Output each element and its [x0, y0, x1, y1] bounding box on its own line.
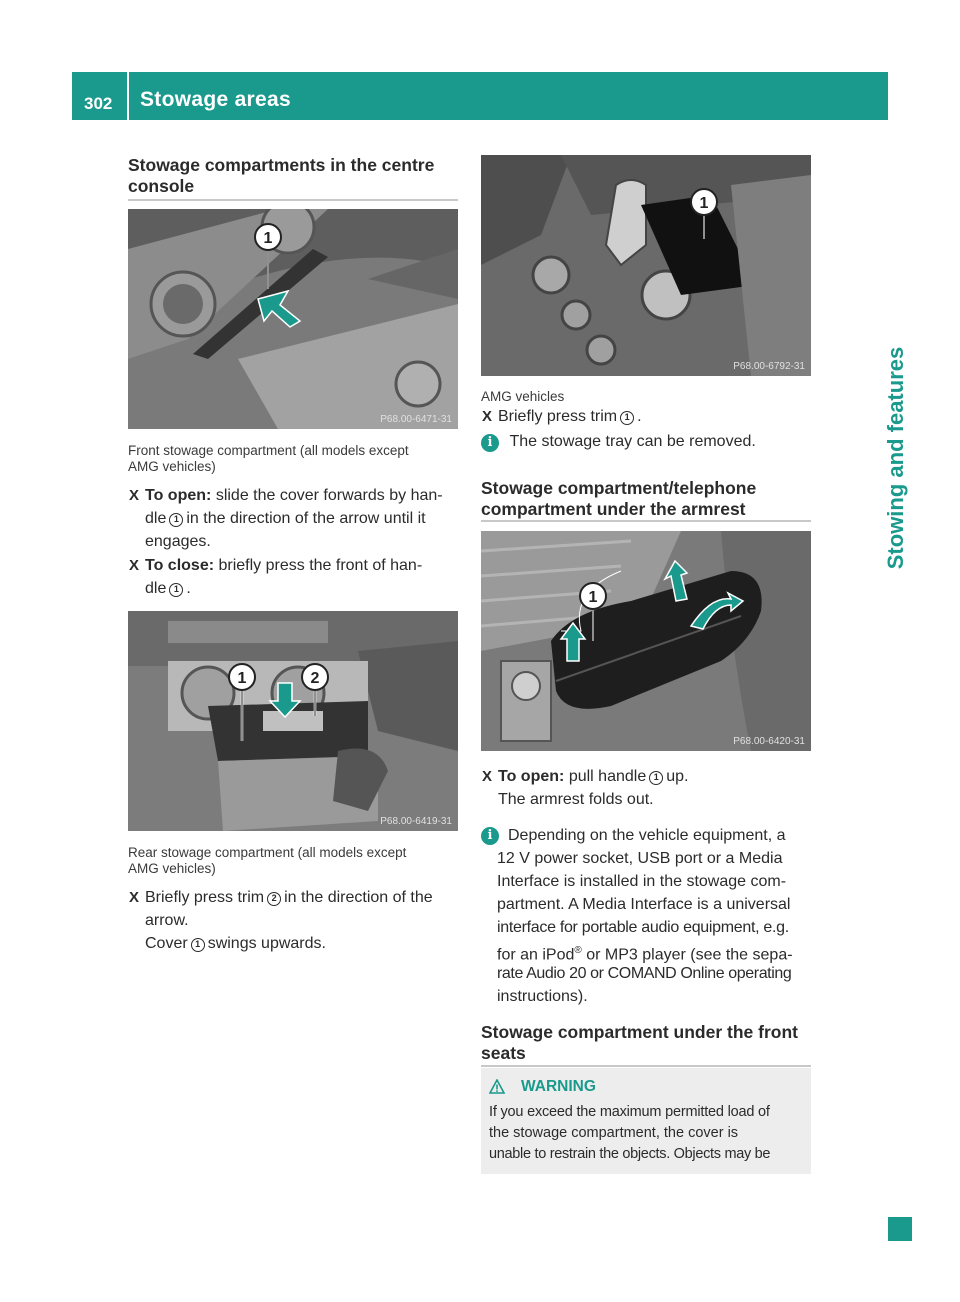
rear-compartment-photo — [128, 611, 458, 831]
page-number: 302 — [84, 94, 113, 113]
image-code: P68.00-6420-31 — [733, 736, 805, 747]
heading-armrest: Stowage compartment/telephone compartment under the armrest — [481, 478, 757, 519]
marker-1: 1 — [699, 195, 709, 212]
step-armrest-open: X To open: pull handle 1 up. The armrest folds out. — [482, 768, 689, 808]
marker-1-inline: 1 — [191, 938, 205, 952]
marker-1: 1 — [263, 230, 273, 247]
armrest-photo — [481, 531, 811, 751]
info-icon: i — [481, 827, 499, 845]
warning-icon — [489, 1079, 505, 1095]
marker-1-inline: 1 — [649, 771, 663, 785]
heading-centre-console: Stowage compartments in the centre console — [128, 155, 435, 196]
front-compartment-photo — [128, 209, 458, 429]
section-title: Stowage areas — [140, 88, 291, 111]
marker-1: 1 — [588, 589, 598, 606]
amg-compartment-photo — [481, 155, 811, 376]
marker-1-inline: 1 — [169, 513, 183, 527]
side-label: Stowing and features — [883, 346, 908, 570]
step-press-trim: X Briefly press trim 2 in the direction of the arrow. Cover 1 swings upwards. — [129, 889, 433, 952]
marker-1-inline: 1 — [620, 411, 634, 425]
marker-2: 2 — [310, 670, 320, 687]
side-tab — [878, 268, 914, 648]
step-to-close: X To close: briefly press the front of han- dle 1 . — [129, 557, 423, 597]
info-amg: i The stowage tray can be removed. — [481, 431, 811, 453]
heading-rule — [128, 199, 458, 201]
image-code: P68.00-6471-31 — [380, 414, 452, 425]
heading-front-seats: Stowage compartment under the front seats — [481, 1022, 798, 1063]
marker-1: 1 — [237, 670, 247, 687]
caption-rear: Rear stowage compartment (all models except AMG vehicles) — [128, 845, 407, 876]
header-divider — [127, 72, 129, 120]
warning-title: WARNING — [521, 1078, 596, 1095]
info-armrest: i Depending on the vehicle equipment, a 12 V power socket, USB port or a Media Interface is installed in the stowage com- partment. A Media Interface is a universal interface for portable audio equipment, e.g. for an iPod® or MP3 player (see the sepa- rate Audio 20 or COMAND Online operating instructions). — [481, 825, 816, 1015]
heading-rule — [481, 1065, 811, 1067]
side-square-marker — [888, 1217, 912, 1241]
marker-1-inline: 1 — [169, 583, 183, 597]
caption-front: Front stowage compartment (all models except AMG vehicles) — [128, 443, 409, 474]
caption-amg: AMG vehicles — [481, 389, 565, 404]
step-marker: X — [129, 487, 140, 504]
info-icon: i — [481, 434, 499, 452]
marker-2-inline: 2 — [267, 892, 281, 906]
heading-rule — [481, 520, 811, 522]
image-code: P68.00-6792-31 — [733, 361, 805, 372]
image-code: P68.00-6419-31 — [380, 816, 452, 827]
step-amg-trim: X Briefly press trim 1 . — [482, 408, 642, 425]
step-to-open: X To open: slide the cover forwards by han- dle 1 in the direction of the arrow until it engages. — [129, 484, 464, 554]
